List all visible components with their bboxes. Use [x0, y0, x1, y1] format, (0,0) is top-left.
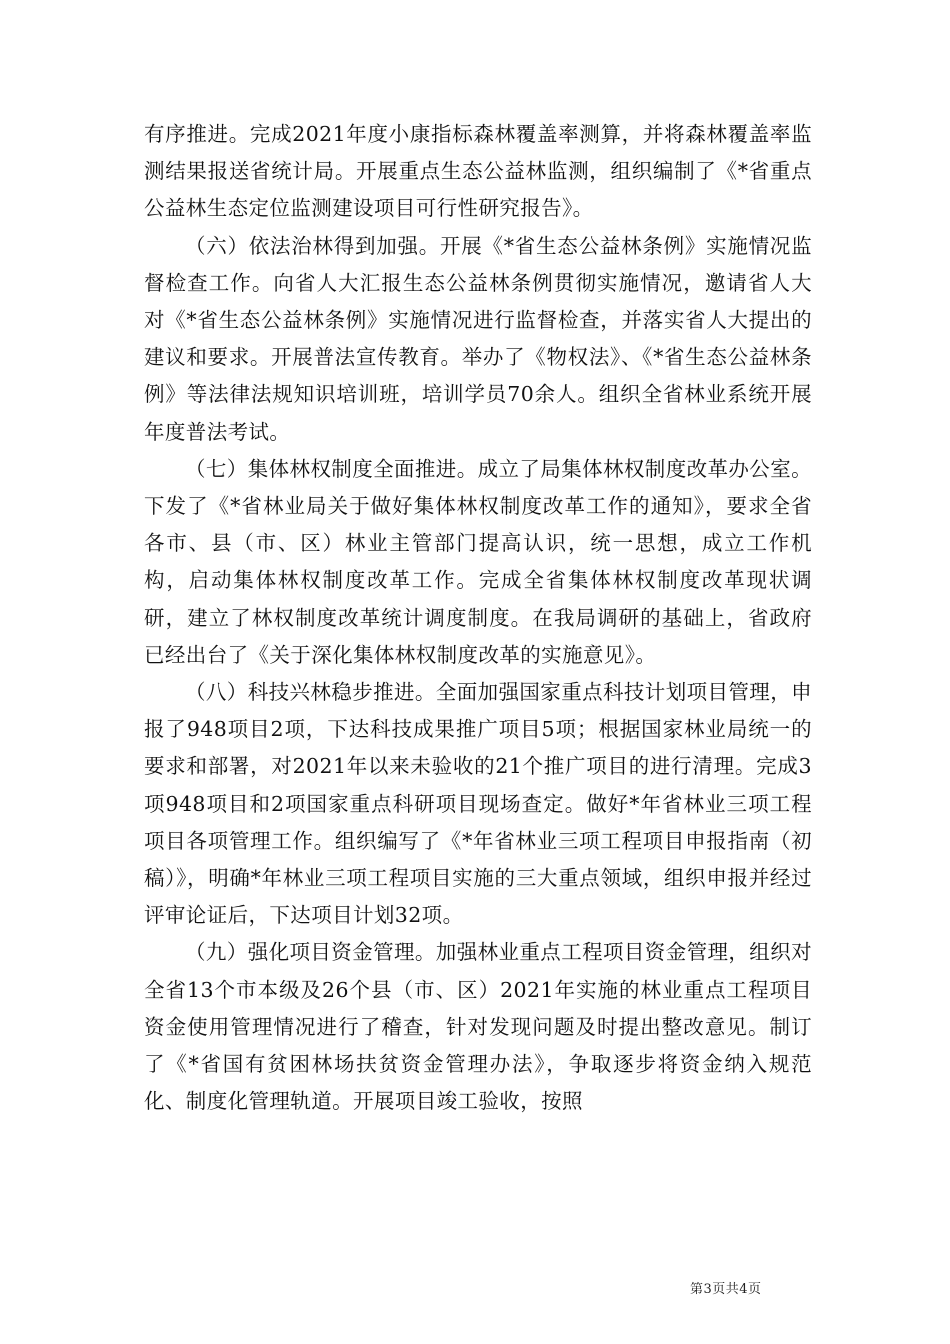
paragraph-5: （九）强化项目资金管理。加强林业重点工程项目资金管理，组织对全省13个市本级及26个县（市、区）2021年实施的林业重点工程项目资金使用管理情况进行了稽查，针对发现问题及时提出整改意见。制订了《*省国有贫困林场扶贫资金管理办法》，争取逐步将资金纳入规范化、制度化管理轨道。开展项目竣工验收，按照 — [144, 940, 812, 1114]
page-number-footer: 第3页共4页 — [690, 1282, 762, 1297]
paragraph-3: （七）集体林权制度全面推进。成立了局集体林权制度改革办公室。下发了《*省林业局关于做好集体林权制度改革工作的通知》，要求全省各市、县（市、区）林业主管部门提高认识，统一思想，成立工作机构，启动集体林权制度改革工作。完成全省集体林权制度改革现状调研，建立了林权制度改革统计调度制度。在我局调研的基础上，省政府已经出台了《关于深化集体林权制度改革的实施意见》。 — [144, 456, 812, 667]
paragraph-2: （六）依法治林得到加强。开展《*省生态公益林条例》实施情况监督检查工作。向省人大汇报生态公益林条例贯彻实施情况，邀请省人大对《*省生态公益林条例》实施情况进行监督检查，并落实省人大提出的建议和要求。开展普法宣传教育。举办了《物权法》、《*省生态公益林条例》等法律法规知识培训班，培训学员70余人。组织全省林业系统开展年度普法考试。 — [144, 233, 812, 444]
document-body — [144, 116, 812, 1120]
paragraph-4: （八）科技兴林稳步推进。全面加强国家重点科技计划项目管理，申报了948项目2项，下达科技成果推广项目5项；根据国家林业局统一的要求和部署，对2021年以来未验收的21个推广项目的进行清理。完成3项948项目和2项国家重点科研项目现场查定。做好*年省林业三项工程项目各项管理工作。组织编写了《*年省林业三项工程项目申报指南（初稿）》，明确*年林业三项工程项目实施的三大重点领域，组织申报并经过评审论证后，下达项目计划32项。 — [144, 680, 812, 928]
paragraph-1: 有序推进。完成2021年度小康指标森林覆盖率测算，并将森林覆盖率监测结果报送省统计局。开展重点生态公益林监测，组织编制了《*省重点公益林生态定位监测建设项目可行性研究报告》。 — [144, 122, 812, 221]
